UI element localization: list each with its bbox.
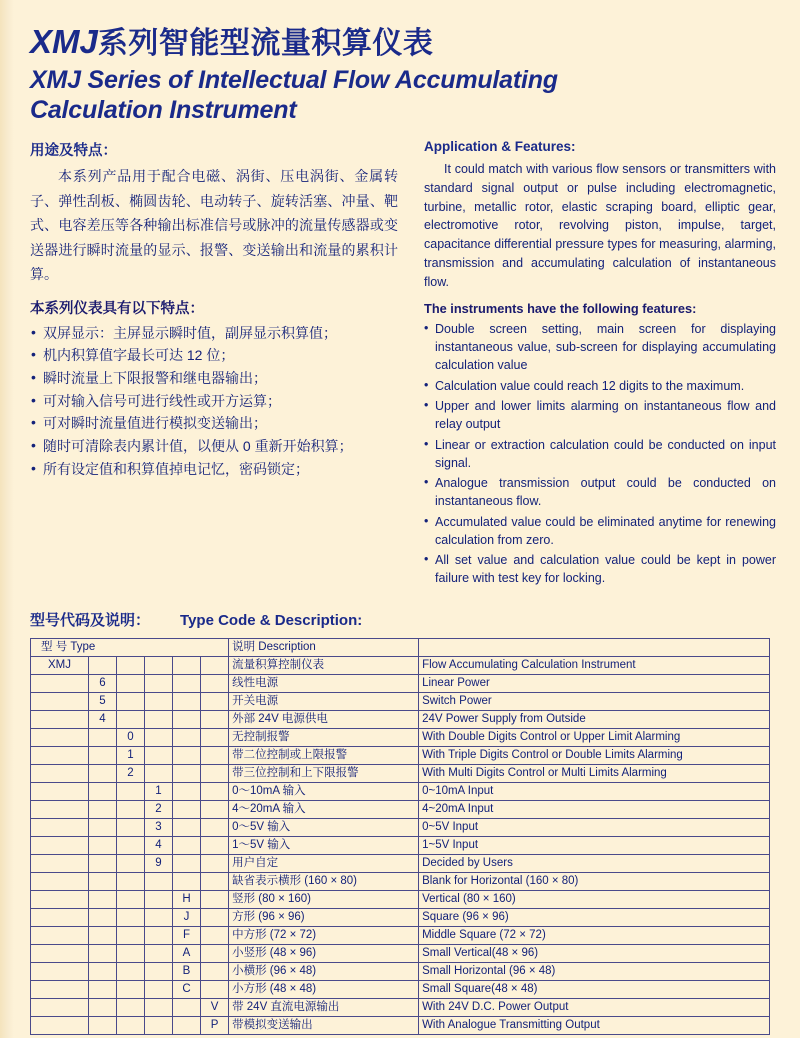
type-code-cell-3 <box>145 746 173 764</box>
type-code-table <box>30 638 770 1035</box>
type-code-cell-4 <box>173 818 201 836</box>
type-code-description-en: Decided by Users <box>419 854 770 872</box>
type-code-cell-4: H <box>173 890 201 908</box>
type-code-description-cn: 带 24V 直流电源输出 <box>229 998 419 1016</box>
type-code-description-en: 0~5V Input <box>419 818 770 836</box>
table-header-row <box>31 638 770 656</box>
type-code-cell-5 <box>201 890 229 908</box>
type-code-description-cn: 外部 24V 电源供电 <box>229 710 419 728</box>
table-row <box>31 800 770 818</box>
type-code-cell-2 <box>117 836 145 854</box>
type-code-cell-5 <box>201 782 229 800</box>
type-code-cell-2 <box>117 980 145 998</box>
type-code-description-cn: 方形 (96 × 96) <box>229 908 419 926</box>
type-code-cell-5 <box>201 800 229 818</box>
type-code-description-en: Small Horizontal (96 × 48) <box>419 962 770 980</box>
intro-columns <box>30 139 782 591</box>
type-code-description-cn: 开关电源 <box>229 692 419 710</box>
type-code-cell-4 <box>173 854 201 872</box>
table-row <box>31 998 770 1016</box>
application-paragraph-en: It could match with various flow sensors or transmitters with standard signal output or pulse including electromagnetic, turbine, metallic rotor, elastic scraping board, elliptic gear, electromotive rotor, revolving piston, impulse, target, capacitance differential pressure types for measuring, alarming, transmission and accumulating calculation of instantaneous flow. <box>424 162 776 289</box>
type-code-cell-1: 5 <box>89 692 117 710</box>
features-heading-en: The instruments have the following features: <box>424 301 697 317</box>
type-code-cell-4 <box>173 728 201 746</box>
type-code-cell-3 <box>145 674 173 692</box>
type-code-description-cn: 小竖形 (48 × 96) <box>229 944 419 962</box>
table-row <box>31 710 770 728</box>
type-code-cell-2 <box>117 926 145 944</box>
type-code-description-cn: 1～5V 输入 <box>229 836 419 854</box>
type-code-cell-3 <box>145 980 173 998</box>
type-code-cell-3 <box>145 890 173 908</box>
type-code-cell-0 <box>31 962 89 980</box>
type-code-cell-2 <box>117 800 145 818</box>
type-code-cell-1 <box>89 782 117 800</box>
type-code-cell-0 <box>31 944 89 962</box>
type-code-cell-3: 2 <box>145 800 173 818</box>
type-code-cell-1 <box>89 980 117 998</box>
type-code-description-en: 1~5V Input <box>419 836 770 854</box>
type-code-cell-0 <box>31 980 89 998</box>
list-item: • 双屏显示：主屏显示瞬时值，副屏显示积算值； <box>30 322 398 345</box>
type-code-cell-1 <box>89 818 117 836</box>
type-code-cell-4: J <box>173 908 201 926</box>
type-code-cell-3 <box>145 944 173 962</box>
type-code-description-en: 4~20mA Input <box>419 800 770 818</box>
type-code-cell-3: 4 <box>145 836 173 854</box>
type-code-cell-5 <box>201 728 229 746</box>
table-row <box>31 836 770 854</box>
list-item: • 机内积算值字最长可达 12 位； <box>30 344 398 367</box>
list-item: • All set value and calculation value could be kept in power failure with test key for locking. <box>424 552 776 588</box>
table-row <box>31 692 770 710</box>
type-code-cell-0 <box>31 872 89 890</box>
list-item: • 可对瞬时流量值进行模拟变送输出； <box>30 412 398 435</box>
table-header-description: 说明 Description <box>229 638 419 656</box>
table-row <box>31 872 770 890</box>
table-row <box>31 728 770 746</box>
type-code-cell-5 <box>201 692 229 710</box>
type-code-cell-4: C <box>173 980 201 998</box>
type-code-description-en: 0~10mA Input <box>419 782 770 800</box>
type-code-cell-4 <box>173 800 201 818</box>
page-title-cn <box>30 18 782 62</box>
list-item: • Upper and lower limits alarming on instantaneous flow and relay output <box>424 398 776 434</box>
type-code-cell-2 <box>117 962 145 980</box>
type-code-cell-0 <box>31 998 89 1016</box>
type-code-cell-0 <box>31 926 89 944</box>
type-code-description-cn: 线性电源 <box>229 674 419 692</box>
list-item: • Linear or extraction calculation could be conducted on input signal. <box>424 437 776 473</box>
type-code-cell-2: 1 <box>117 746 145 764</box>
type-code-description-en: Square (96 × 96) <box>419 908 770 926</box>
title-en-line2: Calculation Instrument <box>30 95 297 124</box>
type-code-cell-2 <box>117 656 145 674</box>
table-header-type: 型 号 Type <box>31 638 229 656</box>
list-item: • 可对输入信号可进行线性或开方运算； <box>30 390 398 413</box>
list-item: • 随时可清除表内累计值，以便从 0 重新开始积算； <box>30 435 398 458</box>
type-code-cell-1 <box>89 656 117 674</box>
type-code-cell-2 <box>117 710 145 728</box>
type-code-cell-0 <box>31 710 89 728</box>
type-code-cell-3 <box>145 656 173 674</box>
type-code-cell-1 <box>89 836 117 854</box>
type-code-cell-3 <box>145 764 173 782</box>
type-code-cell-2 <box>117 872 145 890</box>
type-code-cell-5 <box>201 836 229 854</box>
table-row <box>31 782 770 800</box>
table-row <box>31 656 770 674</box>
table-row <box>31 854 770 872</box>
page-content <box>30 0 782 1035</box>
type-code-description-cn: 小方形 (48 × 48) <box>229 980 419 998</box>
type-code-description-cn: 竖形 (80 × 160) <box>229 890 419 908</box>
type-code-description-en: Linear Power <box>419 674 770 692</box>
type-code-cell-5 <box>201 746 229 764</box>
type-code-cell-5 <box>201 764 229 782</box>
type-code-cell-2 <box>117 782 145 800</box>
type-code-cell-1 <box>89 908 117 926</box>
title-en-line1: XMJ Series of Intellectual Flow Accumulating <box>30 66 558 94</box>
table-row <box>31 962 770 980</box>
type-code-description-en: Blank for Horizontal (160 × 80) <box>419 872 770 890</box>
type-code-description-cn: 缺省表示横形 (160 × 80) <box>229 872 419 890</box>
type-code-description-cn: 0～10mA 输入 <box>229 782 419 800</box>
type-code-cell-5 <box>201 674 229 692</box>
type-code-cell-0 <box>31 836 89 854</box>
type-code-heading-en: Type Code & Description: <box>180 611 363 629</box>
type-code-description-cn: 流量积算控制仪表 <box>229 656 419 674</box>
type-code-cell-0 <box>31 800 89 818</box>
type-code-cell-5: P <box>201 1016 229 1034</box>
type-code-cell-4 <box>173 782 201 800</box>
type-code-cell-4: A <box>173 944 201 962</box>
table-row <box>31 980 770 998</box>
type-code-description-en: Small Square(48 × 48) <box>419 980 770 998</box>
type-code-cell-3 <box>145 872 173 890</box>
type-code-cell-2 <box>117 854 145 872</box>
type-code-cell-1: 4 <box>89 710 117 728</box>
type-code-table-body <box>31 638 770 1034</box>
type-code-cell-3 <box>145 998 173 1016</box>
type-code-cell-0 <box>31 728 89 746</box>
type-code-cell-1: 6 <box>89 674 117 692</box>
type-code-cell-4 <box>173 998 201 1016</box>
list-item: • 瞬时流量上下限报警和继电器输出； <box>30 367 398 390</box>
type-code-description-cn: 0～5V 输入 <box>229 818 419 836</box>
type-code-cell-3 <box>145 962 173 980</box>
application-features-heading-cn: 用途及特点： <box>30 143 117 159</box>
type-code-cell-4: B <box>173 962 201 980</box>
type-code-cell-5 <box>201 818 229 836</box>
type-code-description-en: With Analogue Transmitting Output <box>419 1016 770 1034</box>
table-row <box>31 746 770 764</box>
type-code-description-cn: 用户自定 <box>229 854 419 872</box>
type-code-cell-0 <box>31 764 89 782</box>
type-code-cell-5 <box>201 710 229 728</box>
title-cn-rest: 系列智能型流量积算仪表 <box>97 27 434 60</box>
type-code-cell-5 <box>201 872 229 890</box>
type-code-cell-2 <box>117 692 145 710</box>
type-code-cell-1 <box>89 728 117 746</box>
list-item: • Calculation value could reach 12 digits to the maximum. <box>424 378 776 396</box>
type-code-cell-0: XMJ <box>31 656 89 674</box>
type-code-description-en: Middle Square (72 × 72) <box>419 926 770 944</box>
type-code-cell-2 <box>117 674 145 692</box>
type-code-cell-4 <box>173 710 201 728</box>
type-code-cell-3 <box>145 728 173 746</box>
type-code-cell-3: 1 <box>145 782 173 800</box>
type-code-cell-1 <box>89 800 117 818</box>
type-code-cell-4 <box>173 872 201 890</box>
features-list-cn <box>30 322 398 481</box>
type-code-description-cn: 带三位控制和上下限报警 <box>229 764 419 782</box>
type-code-cell-1 <box>89 854 117 872</box>
page-left-edge-band <box>0 0 14 1038</box>
column-chinese <box>30 139 398 591</box>
type-code-cell-0 <box>31 692 89 710</box>
type-code-description-cn: 无控制报警 <box>229 728 419 746</box>
type-code-cell-4 <box>173 656 201 674</box>
type-code-cell-0 <box>31 746 89 764</box>
application-paragraph-cn: 本系列产品用于配合电磁、涡街、压电涡街、金属转子、弹性刮板、椭圆齿轮、电动转子、旋转活塞、冲量、靶式、电容差压等各种输出标准信号或脉冲的流量传感器或变送器进行瞬时流量的显示、报警、变送输出和流量的累积计算。 <box>30 168 398 282</box>
type-code-cell-2 <box>117 998 145 1016</box>
type-code-cell-4: F <box>173 926 201 944</box>
type-code-cell-1 <box>89 962 117 980</box>
type-code-cell-1 <box>89 872 117 890</box>
list-item: • Accumulated value could be eliminated anytime for renewing calculation from zero. <box>424 514 776 550</box>
type-code-cell-4 <box>173 674 201 692</box>
type-code-cell-3 <box>145 926 173 944</box>
type-code-cell-1 <box>89 944 117 962</box>
type-code-cell-3 <box>145 1016 173 1034</box>
type-code-cell-0 <box>31 674 89 692</box>
type-code-cell-3 <box>145 692 173 710</box>
type-code-cell-4 <box>173 764 201 782</box>
table-row <box>31 1016 770 1034</box>
type-code-cell-1 <box>89 998 117 1016</box>
type-code-description-cn: 4～20mA 输入 <box>229 800 419 818</box>
type-code-cell-5 <box>201 854 229 872</box>
table-row <box>31 944 770 962</box>
type-code-cell-0 <box>31 854 89 872</box>
type-code-cell-5 <box>201 980 229 998</box>
type-code-description-cn: 中方形 (72 × 72) <box>229 926 419 944</box>
type-code-cell-3: 3 <box>145 818 173 836</box>
table-row <box>31 818 770 836</box>
column-english <box>424 139 776 591</box>
type-code-cell-0 <box>31 782 89 800</box>
table-row <box>31 674 770 692</box>
type-code-description-en: With Multi Digits Control or Multi Limits Alarming <box>419 764 770 782</box>
type-code-description-en: Vertical (80 × 160) <box>419 890 770 908</box>
type-code-cell-1 <box>89 746 117 764</box>
type-code-cell-5 <box>201 962 229 980</box>
type-code-cell-4 <box>173 746 201 764</box>
list-item: • Double screen setting, main screen for displaying instantaneous value, sub-screen for displaying accumulating calculation value <box>424 321 776 374</box>
type-code-cell-1 <box>89 890 117 908</box>
type-code-description-en: Switch Power <box>419 692 770 710</box>
page-title-en <box>30 66 782 125</box>
type-code-cell-3: 9 <box>145 854 173 872</box>
type-code-cell-5 <box>201 926 229 944</box>
title-brand: XMJ <box>30 23 98 60</box>
type-code-description-en: With 24V D.C. Power Output <box>419 998 770 1016</box>
type-code-cell-3 <box>145 908 173 926</box>
application-features-heading-en: Application & Features: <box>424 139 576 154</box>
list-item: • 所有设定值和积算值掉电记忆，密码锁定； <box>30 458 398 481</box>
type-code-cell-4 <box>173 836 201 854</box>
type-code-cell-5: V <box>201 998 229 1016</box>
table-row <box>31 890 770 908</box>
features-list-en <box>424 321 776 588</box>
table-row <box>31 908 770 926</box>
type-code-cell-5 <box>201 944 229 962</box>
type-code-cell-2 <box>117 890 145 908</box>
type-code-cell-2 <box>117 908 145 926</box>
features-heading-cn: 本系列仪表具有以下特点： <box>30 300 204 317</box>
type-code-cell-0 <box>31 818 89 836</box>
type-code-cell-2 <box>117 818 145 836</box>
type-code-cell-0 <box>31 890 89 908</box>
type-code-cell-5 <box>201 656 229 674</box>
table-row <box>31 926 770 944</box>
type-code-description-cn: 带二位控制或上限报警 <box>229 746 419 764</box>
type-code-description-cn: 带模拟变送输出 <box>229 1016 419 1034</box>
type-code-description-en: 24V Power Supply from Outside <box>419 710 770 728</box>
type-code-cell-4 <box>173 1016 201 1034</box>
type-code-heading-cn: 型号代码及说明： <box>30 611 151 629</box>
type-code-cell-5 <box>201 908 229 926</box>
type-code-cell-2: 0 <box>117 728 145 746</box>
table-header-description-en <box>419 638 770 656</box>
type-code-cell-1 <box>89 1016 117 1034</box>
type-code-heading <box>30 609 782 630</box>
type-code-description-en: Small Vertical(48 × 96) <box>419 944 770 962</box>
type-code-description-cn: 小横形 (96 × 48) <box>229 962 419 980</box>
type-code-description-en: With Triple Digits Control or Double Limits Alarming <box>419 746 770 764</box>
type-code-cell-0 <box>31 908 89 926</box>
type-code-cell-4 <box>173 692 201 710</box>
type-code-cell-2 <box>117 944 145 962</box>
type-code-description-en: With Double Digits Control or Upper Limit Alarming <box>419 728 770 746</box>
type-code-cell-2: 2 <box>117 764 145 782</box>
type-code-cell-3 <box>145 710 173 728</box>
type-code-cell-1 <box>89 764 117 782</box>
table-row <box>31 764 770 782</box>
type-code-description-en: Flow Accumulating Calculation Instrument <box>419 656 770 674</box>
type-code-cell-0 <box>31 1016 89 1034</box>
list-item: • Analogue transmission output could be conducted on instantaneous flow. <box>424 475 776 511</box>
type-code-cell-1 <box>89 926 117 944</box>
type-code-cell-2 <box>117 1016 145 1034</box>
